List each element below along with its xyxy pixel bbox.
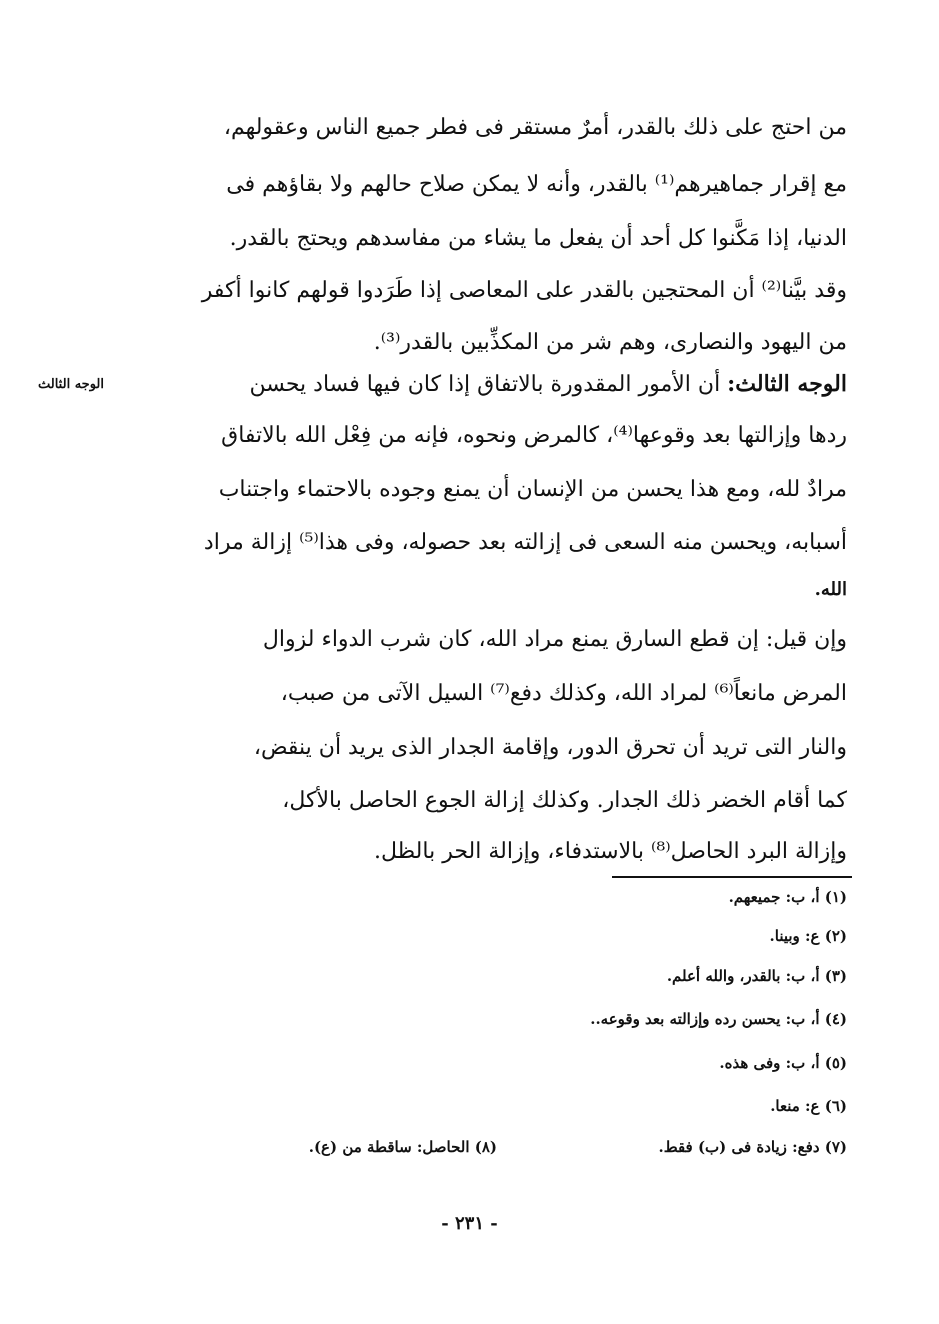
margin-note: الوجه الثالث: [38, 377, 105, 392]
footnote: (٢) ع: وبينا.: [769, 927, 847, 945]
body-line: مع إقرار جماهيرهم⁽¹⁾ بالقدر، وأنه لا يمكن صلاح حالهم ولا بقاؤهم فى: [226, 172, 847, 197]
footnote: (٤) أ، ب: يحسن رده وإزالته بعد وقوعه..: [590, 1010, 847, 1028]
para2-line: وإن قيل: إن قطع السارق يمنع مراد الله، كان شرب الدواء لزوال: [262, 627, 847, 652]
section-line: أن الأمور المقدورة بالاتفاق إذا كان فيها فساد يحسن: [249, 372, 728, 397]
footnote: (٧) دفع: زيادة فى (ب) فقط.: [658, 1138, 847, 1156]
body-line: الدنيا، إذا مَكَّنوا كل أحد أن يفعل ما يشاء من مفاسدهم ويحتج بالقدر.: [229, 226, 847, 251]
body-line: وقد بيَّنا⁽²⁾ أن المحتجين بالقدر على المعاصى إذا طَرَدوا قولهم كانوا أكفر: [201, 278, 847, 303]
section-line: ردها وإزالتها بعد وقوعها⁽⁴⁾، كالمرض ونحوه، فإنه من فِعْل الله بالاتفاق: [221, 423, 847, 448]
section-line: مرادٌ لله، ومع هذا يحسن من الإنسان أن يمنع وجوده بالاحتماء واجتناب: [218, 477, 847, 502]
para2-line: وإزالة البرد الحاصل⁽⁸⁾ بالاستدفاء، وإزالة الحر بالظل.: [373, 839, 847, 864]
footnote: (٦) ع: منعا.: [770, 1097, 847, 1115]
footnote: (٥) أ، ب: وفى هذه.: [719, 1054, 847, 1072]
section-line: الله.: [814, 579, 847, 600]
para2-line: المرض مانعاً⁽⁶⁾ لمراد الله، وكذلك دفع⁽⁷⁾ السيل الآتى من صبب،: [280, 681, 847, 706]
para2-line: كما أقام الخضر ذلك الجدار. وكذلك إزالة الجوع الحاصل بالأكل،: [282, 788, 847, 813]
footnote-separator: [612, 876, 852, 878]
footnote: (٨) الحاصل: ساقطة من (ع).: [308, 1138, 497, 1156]
para2-line: والنار التى تريد أن تحرق الدور، وإقامة الجدار الذى يريد أن ينقض،: [253, 735, 847, 760]
section-first-line: [147, 366, 847, 403]
body-line: من احتج على ذلك بالقدر، أمرٌ مستقر فى فطر جميع الناس وعقولهم،: [223, 115, 847, 140]
body-line: من اليهود والنصارى، وهم شر من المكذِّبين بالقدر⁽³⁾.: [373, 330, 847, 355]
section-heading: الوجه الثالث:: [727, 371, 847, 397]
section-line: أسبابه، ويحسن منه السعى فى إزالته بعد حصوله، وفى هذا⁽⁵⁾ إزالة مراد: [203, 530, 847, 555]
footnote: (١) أ، ب: جميعهم.: [728, 888, 847, 906]
page-number: - ٢٣١ -: [441, 1213, 498, 1234]
footnote: (٣) أ، ب: بالقدر، والله أعلم.: [666, 967, 847, 985]
